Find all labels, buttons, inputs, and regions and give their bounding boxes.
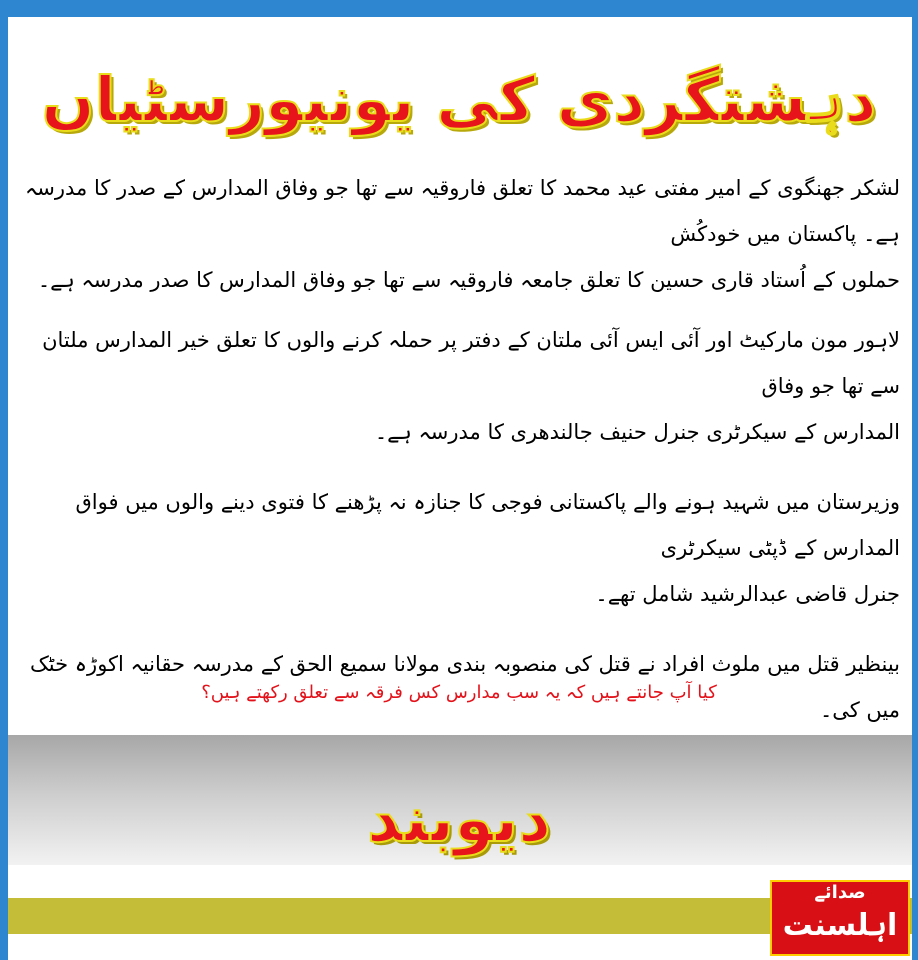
top-border [0, 0, 918, 17]
logo-top-text: صدائے [814, 882, 866, 903]
paragraph-line: لشکر جھنگوی کے امیر مفتی عید محمد کا تعلق فاروقیہ سے تھا جو وفاق المدارس کے صدر کا مدرسہ ہے۔ پاکستان میں خودکُش [24, 176, 900, 246]
question-text: کیا آپ جانتے ہیں کہ یہ سب مدارس کس فرقہ سے تعلق رکھتے ہیں؟ [201, 682, 717, 703]
paragraph-line: بینظیر قتل میں ملوث افراد نے قتل کی منصوبہ بندی مولانا سمیع الحق کے مدرسہ حقانیہ اکوڑہ خٹک میں کی۔ [29, 652, 900, 722]
paragraph-line: جنرل قاضی عبدالرشید شامل تھے۔ [595, 582, 900, 606]
paragraph-line: المدارس کے سیکرٹری جنرل حنیف جالندھری کا مدرسہ ہے۔ [374, 420, 900, 444]
paragraph-1 [20, 165, 900, 303]
answer-text: دیوبند [366, 783, 552, 857]
paragraph-line: لاہور مون مارکیٹ اور آئی ایس آئی ملتان کے دفتر پر حملہ کرنے والوں کا تعلق خیر المدارس ملتان سے تھا جو وفاق [42, 328, 900, 398]
logo-main-text: اہلسنت [782, 908, 898, 943]
paragraph-2 [20, 317, 900, 455]
paragraph-line: حملوں کے اُستاد قاری حسین کا تعلق جامعہ فاروقیہ سے تھا جو وفاق المدارس کا صدر مدرسہ ہے۔ [37, 268, 900, 292]
brand-logo [770, 880, 910, 956]
article-body [20, 165, 900, 733]
headline-title: دہشتگردی کی یونیورسٹیاں [41, 63, 877, 136]
paragraph-3 [20, 479, 900, 617]
paragraph-line: وزیرستان میں شہید ہونے والے پاکستانی فوجی کا جنازہ نہ پڑھنے کا فتوی دینے والوں میں فواق المدارس کے ڈپٹی سیکرٹری [75, 490, 900, 560]
